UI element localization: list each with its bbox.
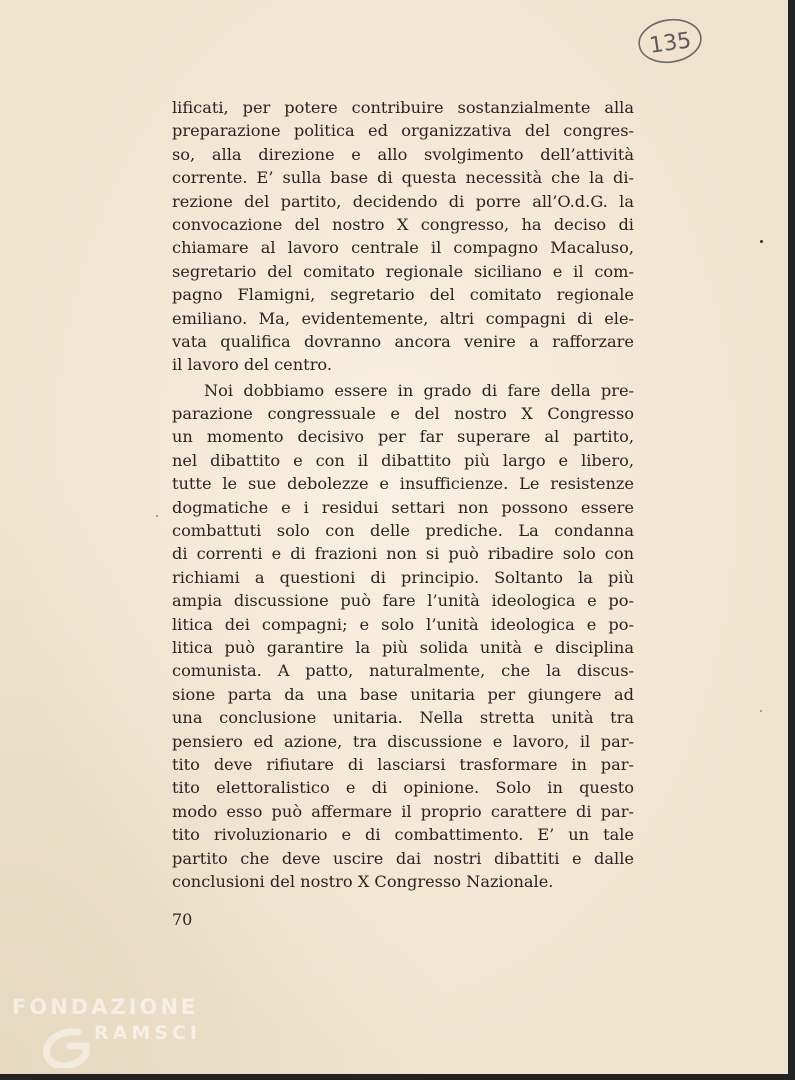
page-number: 70 [172,910,193,929]
text-line: nel dibattito e con il dibattito più largo e libero, [172,450,634,470]
text-line: tito rivoluzionario e di combattimento. E’ un tale [172,825,634,845]
text-line: rezione del partito, decidendo di porre all’O.d.G. la [172,191,634,211]
text-line: modo esso può affermare il proprio carattere di par- [172,801,634,821]
page-stamp [636,14,704,68]
text-line: litica può garantire la più solida unità e disciplina [172,637,634,657]
text-line: convocazione del nostro X congresso, ha deciso di [172,214,634,234]
paragraph-2 [172,379,634,894]
text-line: Noi dobbiamo essere in grado di fare della pre- [204,380,634,400]
text-line: emiliano. Ma, evidentemente, altri compagni di ele- [172,308,634,328]
text-line: il lavoro del centro. [172,355,333,375]
watermark-text: RAMSCI [94,1022,201,1044]
speck [156,515,158,517]
scan-edge-right [788,0,795,1080]
text-line: un momento decisivo per far superare al partito, [172,427,634,447]
text-line: tutte le sue debolezze e insufficienze. Le resistenze [172,474,634,494]
text-line: corrente. E’ sulla base di questa necessità che la di- [172,168,634,188]
text-line: tito deve rifiutare di lasciarsi trasformare in par- [172,754,634,774]
text-line: richiami a questioni di principio. Soltanto la più [172,567,634,587]
text-line: lificati, per potere contribuire sostanzialmente alla [172,98,634,117]
text-line: vata qualifica dovranno ancora venire a rafforzare [172,331,634,351]
scan-edge-bottom [0,1074,795,1080]
speck [760,240,763,243]
text-line: preparazione politica ed organizzativa del congres- [172,121,634,141]
body-text [172,96,634,893]
text-line: segretario del comitato regionale siciliano e il com- [172,261,634,281]
paragraph-1 [172,96,634,377]
text-line: ampia discussione può fare l’unità ideologica e po- [172,591,634,611]
text-line: una conclusione unitaria. Nella stretta unità tra [172,708,634,728]
page-stamp-number: 135 [647,28,693,59]
watermark-text: FONDAZIONE [12,995,199,1019]
text-line: comunista. A patto, naturalmente, che la discus- [172,661,634,681]
text-line: tito elettoralistico e di opinione. Solo in questo [172,778,634,798]
text-line: conclusioni del nostro X Congresso Nazionale. [172,871,554,891]
text-line: pensiero ed azione, tra discussione e lavoro, il par- [172,731,634,751]
text-line: di correnti e di frazioni non si può ribadire solo con [172,544,634,564]
text-line: partito che deve uscire dai nostri dibattiti e dalle [172,848,634,868]
text-line: sione parta da una base unitaria per giungere ad [172,684,634,704]
text-line: so, alla direzione e allo svolgimento dell’attività [172,144,634,164]
text-line: parazione congressuale e del nostro X Congresso [172,404,634,424]
text-line: dogmatiche e i residui settari non possono essere [172,497,634,517]
text-line: chiamare al lavoro centrale il compagno Macaluso, [172,238,634,258]
text-line: litica dei compagni; e solo l’unità ideologica e po- [172,614,634,634]
text-line: pagno Flamigni, segretario del comitato regionale [172,285,634,305]
text-line: combattuti solo con delle prediche. La condanna [172,521,634,541]
speck [760,710,762,712]
